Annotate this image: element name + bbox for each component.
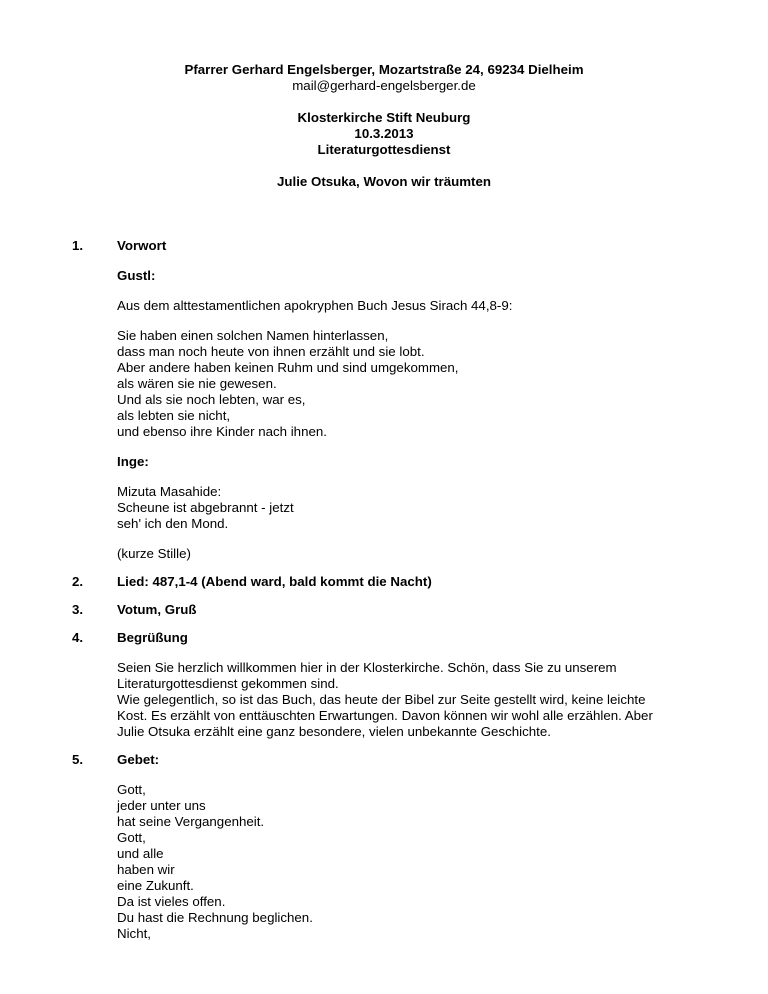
scripture-quote-line: Und als sie noch lebten, war es, [117,392,306,407]
haiku-quote [117,484,728,532]
scripture-quote-line: und ebenso ihre Kinder nach ihnen. [117,424,327,439]
stage-direction: (kurze Stille) [117,546,191,561]
scripture-quote-line: dass man noch heute von ihnen erzählt und sie lobt. [117,344,425,359]
welcome-line: Kost. Es erzählt von enttäuschten Erwartungen. Davon können wir wohl alle erzählen. Aber [117,708,653,723]
item-number: 2. [72,574,84,589]
prayer-line: eine Zukunft. [117,878,194,893]
prayer-line: haben wir [117,862,175,877]
date-line: 10.3.2013 [354,126,414,141]
prayer-line: hat seine Vergangenheit. [117,814,265,829]
prayer-line: Gott, [117,782,146,797]
agenda-item-begruessung [72,630,728,740]
document-body [72,238,728,942]
spacer [0,94,768,110]
spacer [0,158,768,174]
item-title: Begrüßung [117,630,188,645]
prayer-line: jeder unter uns [117,798,206,813]
contact-line: Pfarrer Gerhard Engelsberger, Mozartstraße 24, 69234 Dielheim [184,62,584,77]
prayer-line: Gott, [117,830,146,845]
speaker-label: Gustl: [117,268,156,283]
item-title: Gebet: [117,752,160,767]
agenda-item-gebet [72,752,728,942]
item-title: Votum, Gruß [117,602,197,617]
scripture-quote-line: Aber andere haben keinen Ruhm und sind umgekommen, [117,360,459,375]
item-number: 5. [72,752,84,767]
book-title: Julie Otsuka, Wovon wir träumten [276,174,492,189]
welcome-line: Seien Sie herzlich willkommen hier in der Klosterkirche. Schön, dass Sie zu unserem [117,660,617,675]
agenda-item-votum [72,602,728,618]
haiku-line: Scheune ist abgebrannt - jetzt [117,500,294,515]
haiku-line: seh' ich den Mond. [117,516,229,531]
document-header [0,62,768,190]
speaker-label: Inge: [117,454,149,469]
scripture-quote-line: Sie haben einen solchen Namen hinterlassen, [117,328,389,343]
welcome-line: Wie gelegentlich, so ist das Buch, das heute der Bibel zur Seite gestellt wird, keine leichte [117,692,646,707]
scripture-source: Aus dem alttestamentlichen apokryphen Buch Jesus Sirach 44,8-9: [117,298,513,313]
item-number: 4. [72,630,84,645]
welcome-paragraph [117,660,728,740]
service-type-line: Literaturgottesdienst [317,142,451,157]
welcome-line: Julie Otsuka erzählt eine ganz besondere, vielen unbekannte Geschichte. [117,724,551,739]
item-number: 1. [72,238,84,253]
agenda-item-vorwort [72,238,728,562]
prayer-line: Nicht, [117,926,151,941]
welcome-line: Literaturgottesdienst gekommen sind. [117,676,339,691]
email-line: mail@gerhard-engelsberger.de [292,78,476,93]
item-number: 3. [72,602,84,617]
prayer-line: Da ist vieles offen. [117,894,226,909]
scripture-quote-line: als wären sie nie gewesen. [117,376,277,391]
scripture-quote-line: als lebten sie nicht, [117,408,231,423]
venue-line: Klosterkirche Stift Neuburg [297,110,471,125]
item-title: Lied: 487,1-4 (Abend ward, bald kommt die Nacht) [117,574,432,589]
agenda-item-lied [72,574,728,590]
prayer-line: Du hast die Rechnung beglichen. [117,910,313,925]
prayer-text [117,782,728,942]
prayer-line: und alle [117,846,164,861]
scripture-quote [117,328,728,440]
haiku-line: Mizuta Masahide: [117,484,222,499]
item-title: Vorwort [117,238,167,253]
